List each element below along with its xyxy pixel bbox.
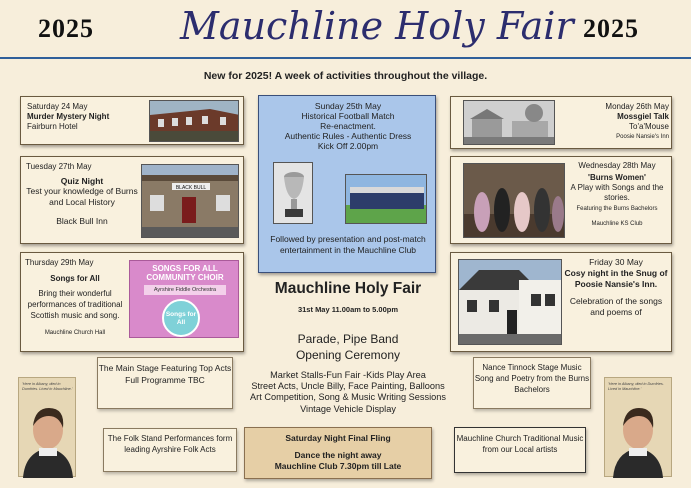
poet-portrait-left bbox=[18, 377, 76, 477]
card-day: Monday 26th May bbox=[605, 102, 669, 111]
card-venue: Mauchline Church Hall bbox=[44, 330, 106, 336]
fair-opening: Opening Ceremony bbox=[295, 348, 401, 362]
card-event-name: Cosy night in the Snug of Poosie Nansie's Inn. bbox=[564, 268, 668, 289]
fair-date: 31st May 11.00am to 5.00pm bbox=[297, 305, 399, 314]
songs-logo bbox=[162, 299, 200, 337]
card-desc: Bring their wonderful performances of traditional Scottish music and song. bbox=[27, 289, 123, 320]
card-event-name: 'Burns Women' bbox=[588, 173, 646, 182]
folk-stand-box: The Folk Stand Performances form leading Ayrshire Folk Acts bbox=[103, 428, 237, 472]
church-music-box: Mauchline Church Traditional Music from our Local artists bbox=[454, 427, 586, 473]
activity-line: Vintage Vehicle Display bbox=[300, 403, 396, 414]
card-wednesday bbox=[450, 156, 672, 244]
activity-line: Street Acts, Uncle Billy, Face Painting, Balloons bbox=[251, 381, 445, 392]
year-right: 2025 bbox=[583, 14, 639, 43]
card-desc: Test your knowledge of Burns and Local History bbox=[26, 186, 138, 207]
card-venue: Mauchline KS Club bbox=[591, 221, 643, 227]
card-day: Friday 30 May bbox=[589, 257, 643, 267]
subtitle: New for 2025! A week of activities throughout the village. bbox=[203, 70, 488, 82]
poet-caption: 'Here in Albany, died in Dumfries. Lived in Mauchline.' bbox=[22, 382, 73, 391]
card-desc: Celebration of the songs and poems of bbox=[569, 296, 663, 317]
card-day: Thursday 29th May bbox=[25, 258, 94, 267]
poet-portrait-right bbox=[604, 377, 672, 477]
card-venue: Fairburn Hotel bbox=[27, 122, 78, 131]
fair-title: Mauchline Holy Fair bbox=[274, 280, 422, 297]
card-day: Tuesday 27th May bbox=[26, 162, 92, 171]
final-fling-box bbox=[244, 427, 432, 479]
nance-stage-box: Nance Tinnock Stage Music Song and Poetry from the Burns Bachelors bbox=[473, 357, 591, 409]
poster-subtitle: Ayrshire Fiddle Orchestra bbox=[144, 285, 226, 295]
activity-line: Art Competition, Song & Music Writing Sessions bbox=[250, 392, 446, 403]
fling-venue: Mauchline Club 7.30pm till Late bbox=[274, 461, 402, 471]
burns-portrait-icon bbox=[609, 402, 667, 478]
card-day: Wednesday 28th May bbox=[578, 161, 656, 170]
header-divider bbox=[0, 57, 691, 59]
fling-title: Saturday Night Final Fling bbox=[285, 433, 391, 443]
burns-portrait-icon bbox=[19, 402, 77, 478]
poster-title: SONGS FOR ALL COMMUNITY CHOIR bbox=[146, 264, 224, 282]
card-venue: Poosie Nansie's Inn bbox=[616, 134, 669, 140]
card-venue: Black Bull Inn bbox=[56, 216, 108, 226]
card-featuring: Featuring the Burns Bachelors bbox=[576, 206, 658, 212]
activity-line: Market Stalls-Fun Fair -Kids Play Area bbox=[270, 370, 426, 380]
card-follow: Followed by presentation and post-match entertainment in the Mauchline Club bbox=[270, 234, 426, 255]
fling-text: Dance the night away bbox=[294, 450, 382, 460]
mossgiel-sketch bbox=[463, 100, 555, 145]
pub-sign: BLACK BULL bbox=[175, 185, 207, 191]
card-event-name: Quiz Night bbox=[60, 176, 104, 186]
pub-photo bbox=[141, 164, 239, 238]
card-tuesday bbox=[20, 156, 244, 244]
hotel-photo bbox=[149, 100, 239, 142]
card-line: Re-enactment. bbox=[320, 121, 376, 131]
card-event-name: Murder Mystery Night bbox=[27, 112, 110, 121]
team-photo bbox=[345, 174, 427, 224]
choir-poster bbox=[129, 260, 239, 338]
fair-parade: Parade, Pipe Band bbox=[297, 332, 399, 346]
card-line: Historical Football Match bbox=[301, 111, 395, 121]
card-monday bbox=[450, 96, 672, 149]
play-photo bbox=[463, 163, 565, 238]
card-line: Authentic Rules - Authentic Dress bbox=[284, 131, 412, 141]
card-sunday bbox=[258, 95, 436, 273]
main-stage-box: The Main Stage Featuring Top Acts Full Programme TBC bbox=[97, 357, 233, 409]
page-title: Mauchline Holy Fair bbox=[180, 4, 574, 48]
card-event-name: Mossgiel Talk bbox=[617, 112, 669, 121]
fair-activities bbox=[228, 370, 468, 415]
card-saturday bbox=[20, 96, 244, 145]
inn-photo bbox=[458, 259, 562, 345]
card-day: Saturday 24 May bbox=[27, 102, 88, 111]
year-left: 2025 bbox=[38, 14, 94, 43]
card-desc: To'a'Mouse bbox=[629, 122, 669, 131]
card-day: Sunday 25th May bbox=[314, 101, 382, 111]
card-friday bbox=[450, 252, 672, 352]
card-event-name: Songs for All bbox=[50, 274, 100, 283]
card-thursday bbox=[20, 252, 244, 352]
trophy-photo bbox=[273, 162, 313, 224]
poster-logo: Songs for All bbox=[165, 311, 197, 326]
card-desc: A Play with Songs and the stories. bbox=[570, 183, 664, 202]
poet-caption: 'Here in Albany, died in Dumfries. Lived in Mauchline.' bbox=[608, 382, 664, 391]
card-line: Kick Off 2.00pm bbox=[317, 141, 379, 151]
